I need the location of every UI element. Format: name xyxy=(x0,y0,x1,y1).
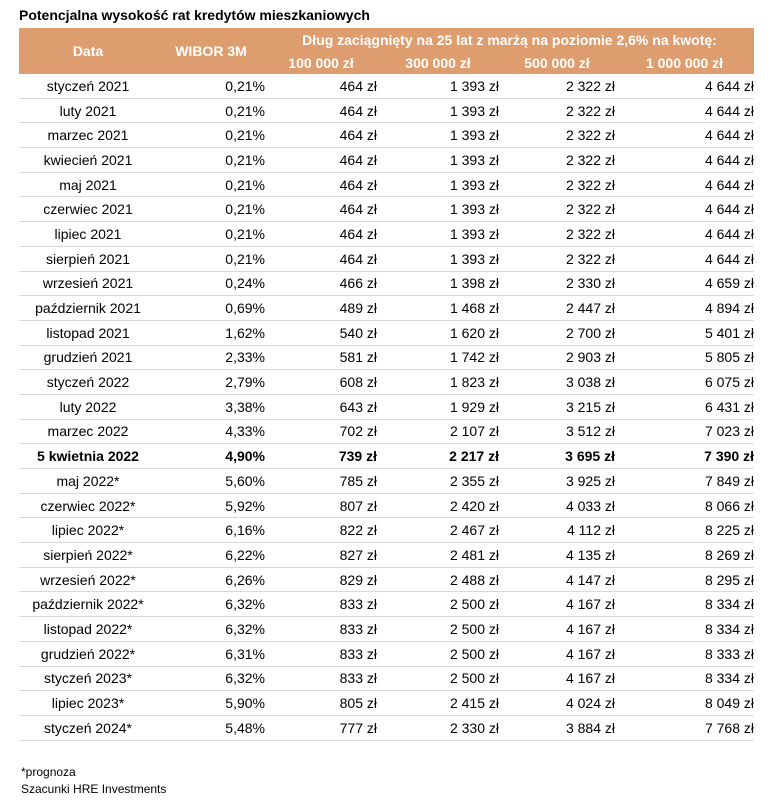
cell-amount-500k: 2 322 zł xyxy=(499,246,615,271)
cell-amount-1m: 7 768 zł xyxy=(615,715,754,740)
table-row xyxy=(19,567,754,592)
table-row xyxy=(19,592,754,617)
cell-amount-500k: 2 322 zł xyxy=(499,222,615,247)
cell-amount-500k: 3 512 zł xyxy=(499,419,615,444)
cell-amount-1m: 8 225 zł xyxy=(615,518,754,543)
cell-amount-300k: 1 468 zł xyxy=(377,296,499,321)
cell-amount-100k: 739 zł xyxy=(265,444,377,469)
column-header-wibor: WIBOR 3M xyxy=(157,28,265,74)
cell-amount-1m: 5 401 zł xyxy=(615,320,754,345)
cell-wibor: 0,21% xyxy=(157,222,265,247)
table-row xyxy=(19,444,754,469)
cell-amount-300k: 2 500 zł xyxy=(377,617,499,642)
cell-date: listopad 2022* xyxy=(19,617,157,642)
cell-amount-500k: 3 038 zł xyxy=(499,370,615,395)
column-header-amount: 1 000 000 zł xyxy=(615,52,754,74)
cell-amount-500k: 2 447 zł xyxy=(499,296,615,321)
cell-amount-300k: 1 393 zł xyxy=(377,123,499,148)
table-title: Potencjalna wysokość rat kredytów mieszkaniowych xyxy=(19,7,370,23)
cell-amount-300k: 1 393 zł xyxy=(377,172,499,197)
cell-amount-100k: 822 zł xyxy=(265,518,377,543)
cell-amount-100k: 827 zł xyxy=(265,543,377,568)
cell-amount-300k: 2 467 zł xyxy=(377,518,499,543)
cell-amount-300k: 1 742 zł xyxy=(377,345,499,370)
cell-amount-100k: 785 zł xyxy=(265,469,377,494)
table-row xyxy=(19,74,754,98)
cell-date: wrzesień 2022* xyxy=(19,567,157,592)
cell-amount-300k: 1 393 zł xyxy=(377,148,499,173)
cell-amount-300k: 1 393 zł xyxy=(377,246,499,271)
cell-amount-500k: 4 167 zł xyxy=(499,641,615,666)
cell-wibor: 0,21% xyxy=(157,74,265,98)
cell-date: lipiec 2022* xyxy=(19,518,157,543)
cell-wibor: 0,21% xyxy=(157,197,265,222)
cell-amount-100k: 833 zł xyxy=(265,666,377,691)
cell-date: sierpień 2021 xyxy=(19,246,157,271)
rates-table xyxy=(19,28,754,741)
cell-date: czerwiec 2022* xyxy=(19,493,157,518)
cell-amount-1m: 4 644 zł xyxy=(615,172,754,197)
cell-amount-100k: 464 zł xyxy=(265,74,377,98)
cell-amount-100k: 581 zł xyxy=(265,345,377,370)
table-row xyxy=(19,617,754,642)
cell-amount-500k: 2 322 zł xyxy=(499,172,615,197)
cell-amount-300k: 1 393 zł xyxy=(377,222,499,247)
cell-date: listopad 2021 xyxy=(19,320,157,345)
table-row xyxy=(19,469,754,494)
cell-amount-500k: 2 322 zł xyxy=(499,148,615,173)
cell-amount-500k: 3 925 zł xyxy=(499,469,615,494)
cell-amount-100k: 464 zł xyxy=(265,148,377,173)
header-row xyxy=(19,28,754,52)
cell-wibor: 1,62% xyxy=(157,320,265,345)
cell-date: październik 2022* xyxy=(19,592,157,617)
cell-amount-300k: 1 393 zł xyxy=(377,74,499,98)
column-header-amount: 100 000 zł xyxy=(265,52,377,74)
cell-amount-1m: 8 334 zł xyxy=(615,617,754,642)
cell-amount-300k: 1 398 zł xyxy=(377,271,499,296)
cell-amount-300k: 2 488 zł xyxy=(377,567,499,592)
cell-wibor: 5,90% xyxy=(157,691,265,716)
cell-amount-1m: 8 295 zł xyxy=(615,567,754,592)
table-row xyxy=(19,666,754,691)
cell-amount-1m: 6 075 zł xyxy=(615,370,754,395)
cell-wibor: 0,69% xyxy=(157,296,265,321)
cell-amount-500k: 3 884 zł xyxy=(499,715,615,740)
cell-date: styczeń 2024* xyxy=(19,715,157,740)
cell-amount-100k: 464 zł xyxy=(265,172,377,197)
cell-amount-1m: 4 644 zł xyxy=(615,148,754,173)
cell-amount-100k: 833 zł xyxy=(265,592,377,617)
cell-amount-100k: 833 zł xyxy=(265,617,377,642)
cell-amount-500k: 2 322 zł xyxy=(499,197,615,222)
cell-amount-500k: 4 024 zł xyxy=(499,691,615,716)
cell-wibor: 0,21% xyxy=(157,172,265,197)
cell-amount-1m: 7 390 zł xyxy=(615,444,754,469)
cell-amount-100k: 464 zł xyxy=(265,197,377,222)
table-row xyxy=(19,419,754,444)
cell-date: styczeń 2023* xyxy=(19,666,157,691)
cell-amount-300k: 2 500 zł xyxy=(377,641,499,666)
cell-date: styczeń 2022 xyxy=(19,370,157,395)
cell-amount-100k: 643 zł xyxy=(265,394,377,419)
cell-amount-300k: 2 500 zł xyxy=(377,592,499,617)
cell-wibor: 6,22% xyxy=(157,543,265,568)
forecast-note: *prognoza xyxy=(21,765,76,779)
table-row xyxy=(19,172,754,197)
cell-amount-500k: 4 033 zł xyxy=(499,493,615,518)
cell-amount-300k: 1 929 zł xyxy=(377,394,499,419)
cell-wibor: 2,33% xyxy=(157,345,265,370)
cell-date: maj 2022* xyxy=(19,469,157,494)
cell-wibor: 6,32% xyxy=(157,617,265,642)
cell-amount-100k: 464 zł xyxy=(265,98,377,123)
cell-date: luty 2021 xyxy=(19,98,157,123)
cell-amount-100k: 464 zł xyxy=(265,222,377,247)
table-row xyxy=(19,271,754,296)
cell-wibor: 0,24% xyxy=(157,271,265,296)
cell-amount-300k: 2 481 zł xyxy=(377,543,499,568)
cell-amount-100k: 489 zł xyxy=(265,296,377,321)
cell-amount-1m: 4 644 zł xyxy=(615,246,754,271)
cell-date: grudzień 2021 xyxy=(19,345,157,370)
cell-amount-500k: 4 167 zł xyxy=(499,666,615,691)
cell-date: styczeń 2021 xyxy=(19,74,157,98)
cell-wibor: 5,60% xyxy=(157,469,265,494)
cell-amount-300k: 2 420 zł xyxy=(377,493,499,518)
cell-amount-500k: 4 167 zł xyxy=(499,617,615,642)
cell-amount-1m: 4 659 zł xyxy=(615,271,754,296)
cell-wibor: 4,33% xyxy=(157,419,265,444)
cell-amount-100k: 608 zł xyxy=(265,370,377,395)
cell-date: lipiec 2021 xyxy=(19,222,157,247)
cell-amount-1m: 7 023 zł xyxy=(615,419,754,444)
cell-amount-300k: 1 393 zł xyxy=(377,98,499,123)
cell-amount-1m: 5 805 zł xyxy=(615,345,754,370)
cell-wibor: 6,26% xyxy=(157,567,265,592)
cell-amount-100k: 702 zł xyxy=(265,419,377,444)
table-row xyxy=(19,296,754,321)
cell-amount-1m: 8 333 zł xyxy=(615,641,754,666)
cell-date: 5 kwietnia 2022 xyxy=(19,444,157,469)
cell-amount-500k: 4 147 zł xyxy=(499,567,615,592)
cell-amount-300k: 1 823 zł xyxy=(377,370,499,395)
cell-amount-500k: 2 322 zł xyxy=(499,123,615,148)
cell-amount-500k: 2 330 zł xyxy=(499,271,615,296)
table-row xyxy=(19,197,754,222)
cell-wibor: 0,21% xyxy=(157,123,265,148)
cell-amount-300k: 2 107 zł xyxy=(377,419,499,444)
cell-amount-100k: 540 zł xyxy=(265,320,377,345)
cell-amount-100k: 464 zł xyxy=(265,123,377,148)
cell-wibor: 0,21% xyxy=(157,148,265,173)
cell-wibor: 2,79% xyxy=(157,370,265,395)
column-header-amount: 300 000 zł xyxy=(377,52,499,74)
cell-amount-1m: 8 334 zł xyxy=(615,666,754,691)
table-row xyxy=(19,691,754,716)
cell-amount-500k: 4 167 zł xyxy=(499,592,615,617)
table-row xyxy=(19,345,754,370)
cell-amount-300k: 2 355 zł xyxy=(377,469,499,494)
table-row xyxy=(19,493,754,518)
cell-amount-1m: 8 049 zł xyxy=(615,691,754,716)
cell-amount-1m: 4 644 zł xyxy=(615,74,754,98)
cell-date: marzec 2021 xyxy=(19,123,157,148)
cell-amount-100k: 829 zł xyxy=(265,567,377,592)
cell-amount-100k: 833 zł xyxy=(265,641,377,666)
cell-date: maj 2021 xyxy=(19,172,157,197)
cell-amount-300k: 2 500 zł xyxy=(377,666,499,691)
cell-amount-1m: 4 644 zł xyxy=(615,123,754,148)
cell-date: czerwiec 2021 xyxy=(19,197,157,222)
cell-amount-300k: 1 620 zł xyxy=(377,320,499,345)
cell-wibor: 0,21% xyxy=(157,98,265,123)
cell-wibor: 0,21% xyxy=(157,246,265,271)
cell-date: sierpień 2022* xyxy=(19,543,157,568)
cell-wibor: 6,31% xyxy=(157,641,265,666)
table-row xyxy=(19,370,754,395)
cell-amount-1m: 4 644 zł xyxy=(615,197,754,222)
cell-amount-1m: 4 644 zł xyxy=(615,98,754,123)
cell-amount-500k: 3 215 zł xyxy=(499,394,615,419)
cell-amount-100k: 466 zł xyxy=(265,271,377,296)
table-row xyxy=(19,123,754,148)
cell-amount-300k: 2 415 zł xyxy=(377,691,499,716)
cell-date: grudzień 2022* xyxy=(19,641,157,666)
table-row xyxy=(19,715,754,740)
cell-amount-500k: 2 322 zł xyxy=(499,74,615,98)
cell-amount-500k: 2 903 zł xyxy=(499,345,615,370)
column-header-amount: 500 000 zł xyxy=(499,52,615,74)
cell-amount-100k: 777 zł xyxy=(265,715,377,740)
cell-amount-100k: 807 zł xyxy=(265,493,377,518)
source-note: Szacunki HRE Investments xyxy=(21,782,167,796)
cell-amount-1m: 6 431 zł xyxy=(615,394,754,419)
cell-wibor: 6,32% xyxy=(157,592,265,617)
table-row xyxy=(19,320,754,345)
cell-amount-300k: 1 393 zł xyxy=(377,197,499,222)
cell-date: październik 2021 xyxy=(19,296,157,321)
cell-wibor: 6,16% xyxy=(157,518,265,543)
cell-amount-500k: 2 322 zł xyxy=(499,98,615,123)
cell-amount-500k: 2 700 zł xyxy=(499,320,615,345)
cell-amount-500k: 4 112 zł xyxy=(499,518,615,543)
cell-amount-100k: 464 zł xyxy=(265,246,377,271)
cell-amount-1m: 8 269 zł xyxy=(615,543,754,568)
table-row xyxy=(19,394,754,419)
cell-amount-300k: 2 330 zł xyxy=(377,715,499,740)
cell-date: kwiecień 2021 xyxy=(19,148,157,173)
cell-amount-1m: 4 644 zł xyxy=(615,222,754,247)
cell-wibor: 6,32% xyxy=(157,666,265,691)
cell-wibor: 4,90% xyxy=(157,444,265,469)
cell-wibor: 5,92% xyxy=(157,493,265,518)
cell-amount-1m: 8 066 zł xyxy=(615,493,754,518)
column-header-loan-group: Dług zaciągnięty na 25 lat z marżą na poziomie 2,6% na kwotę: xyxy=(265,28,754,52)
cell-date: marzec 2022 xyxy=(19,419,157,444)
cell-date: lipiec 2023* xyxy=(19,691,157,716)
column-header-date: Data xyxy=(19,28,157,74)
table-row xyxy=(19,246,754,271)
table-row xyxy=(19,98,754,123)
cell-amount-500k: 4 135 zł xyxy=(499,543,615,568)
cell-amount-1m: 7 849 zł xyxy=(615,469,754,494)
cell-amount-1m: 8 334 zł xyxy=(615,592,754,617)
table-row xyxy=(19,148,754,173)
table-body xyxy=(19,74,754,740)
cell-date: wrzesień 2021 xyxy=(19,271,157,296)
table-row xyxy=(19,518,754,543)
table-row xyxy=(19,543,754,568)
cell-wibor: 5,48% xyxy=(157,715,265,740)
cell-date: luty 2022 xyxy=(19,394,157,419)
cell-wibor: 3,38% xyxy=(157,394,265,419)
cell-amount-500k: 3 695 zł xyxy=(499,444,615,469)
table-row xyxy=(19,222,754,247)
cell-amount-1m: 4 894 zł xyxy=(615,296,754,321)
cell-amount-100k: 805 zł xyxy=(265,691,377,716)
cell-amount-300k: 2 217 zł xyxy=(377,444,499,469)
table-row xyxy=(19,641,754,666)
